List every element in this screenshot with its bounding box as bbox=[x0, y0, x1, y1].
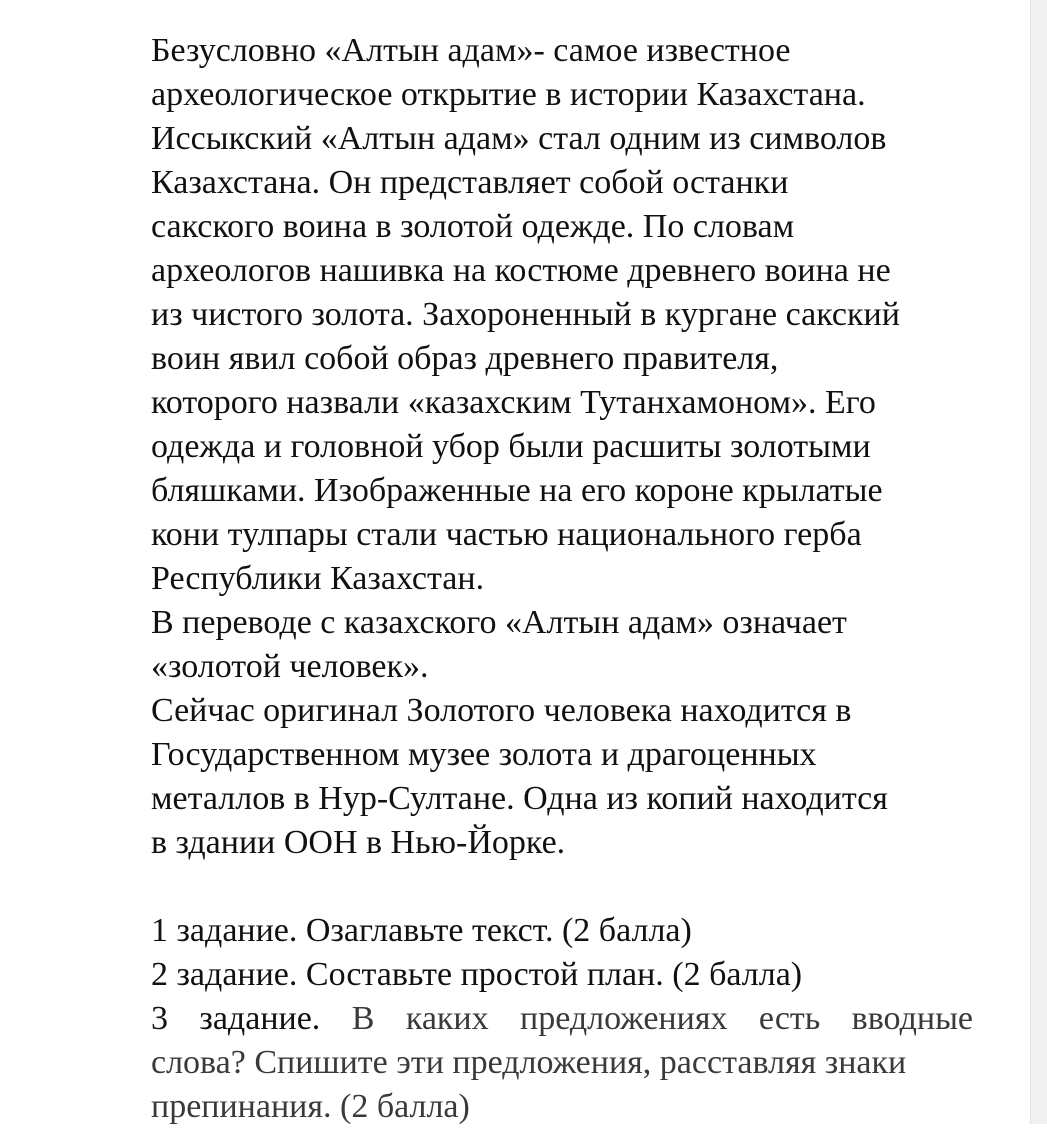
task-1: 1 задание. Озаглавьте текст. (2 балла) bbox=[151, 912, 692, 949]
text-line: Государственном музее золота и драгоценных bbox=[151, 736, 817, 773]
text-line: В переводе с казахского «Алтын адам» означает bbox=[151, 604, 847, 641]
task-3-label: 3 задание. bbox=[151, 1000, 321, 1037]
task-3 bbox=[151, 997, 973, 1041]
text-line: Иссыкский «Алтын адам» стал одним из символов bbox=[151, 120, 887, 157]
text-line: металлов в Нур-Султане. Одна из копий находится bbox=[151, 780, 888, 817]
text-line: кони тулпары стали частью национального герба bbox=[151, 516, 862, 553]
text-line: археологов нашивка на костюме древнего воина не bbox=[151, 252, 891, 289]
text-line: «золотой человек». bbox=[151, 648, 429, 685]
scrollbar-track[interactable] bbox=[1030, 0, 1047, 1124]
text-line: сакского воина в золотой одежде. По словам bbox=[151, 208, 795, 245]
text-line: бляшками. Изображенные на его короне крылатые bbox=[151, 472, 883, 509]
text-line: Республики Казахстан. bbox=[151, 560, 485, 597]
task-3-question: В каких предложениях есть вводные bbox=[351, 1000, 974, 1037]
paragraph-spacer bbox=[151, 865, 976, 909]
task-3-line-3: препинания. (2 балла) bbox=[151, 1088, 470, 1125]
task-3-line-2: слова? Спишите эти предложения, расставляя знаки bbox=[151, 1044, 907, 1081]
text-line: в здании ООН в Нью-Йорке. bbox=[151, 824, 566, 861]
text-line: Казахстана. Он представляет собой останки bbox=[151, 164, 789, 201]
document-text bbox=[151, 29, 976, 1129]
text-line: воин явил собой образ древнего правителя, bbox=[151, 340, 779, 377]
text-line: которого назвали «казахским Тутанхамоном». Его bbox=[151, 384, 876, 421]
text-line: из чистого золота. Захороненный в кургане сакский bbox=[151, 296, 900, 333]
task-2: 2 задание. Составьте простой план. (2 балла) bbox=[151, 956, 803, 993]
text-line: одежда и головной убор были расшиты золотыми bbox=[151, 428, 871, 465]
text-line: археологическое открытие в истории Казахстана. bbox=[151, 76, 866, 113]
text-line: Безусловно «Алтын адам»- самое известное bbox=[151, 32, 791, 69]
text-line: Сейчас оригинал Золотого человека находится в bbox=[151, 692, 852, 729]
